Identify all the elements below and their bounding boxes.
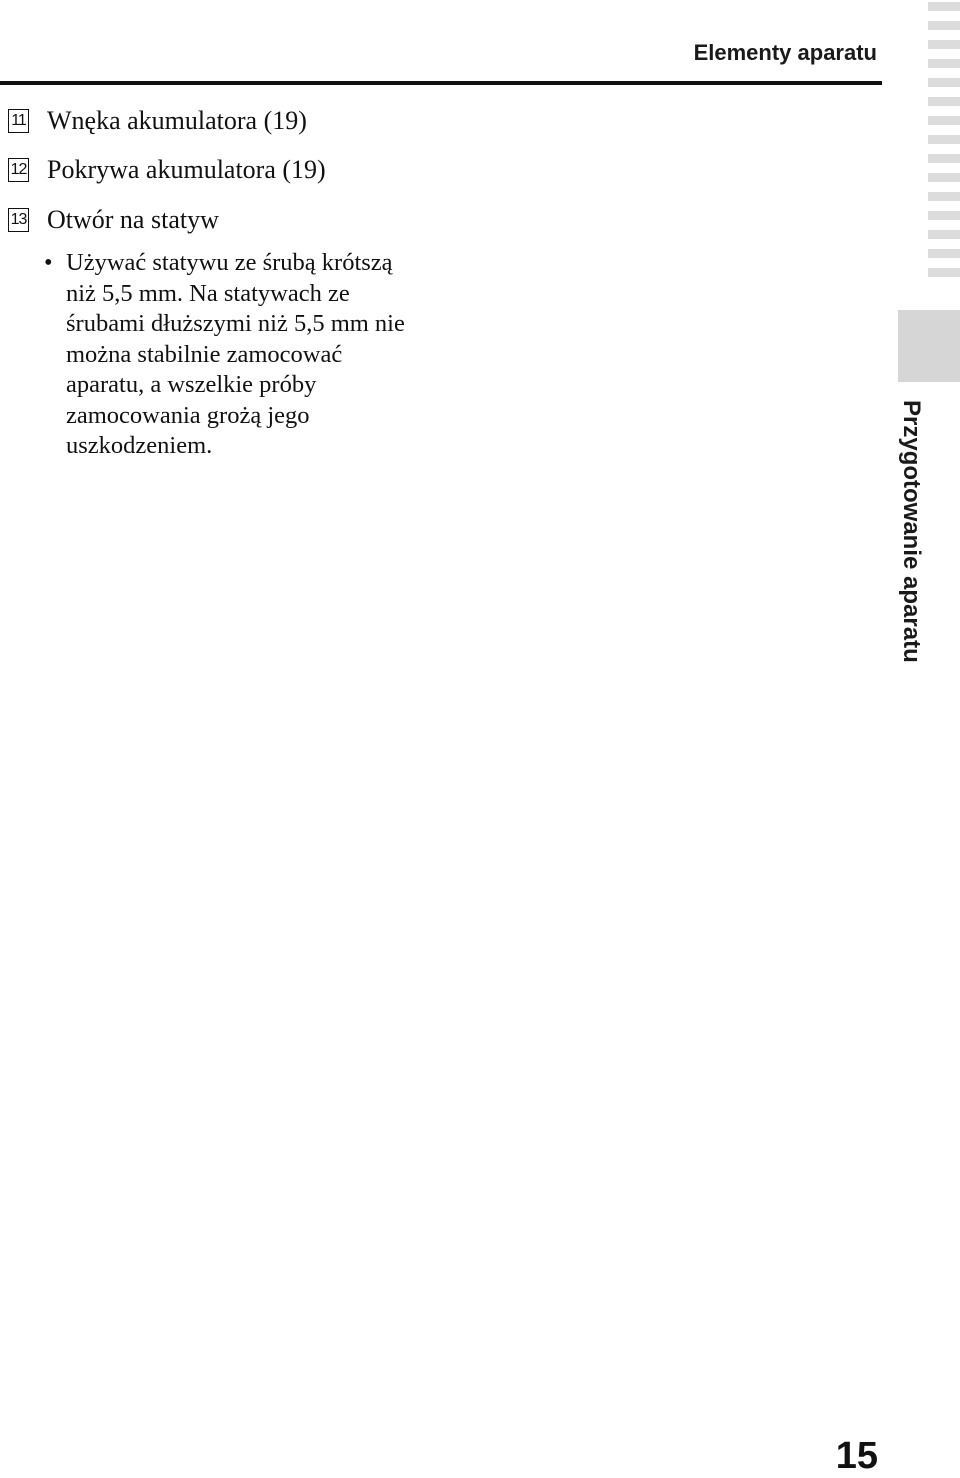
tab-stripe bbox=[928, 173, 960, 182]
page-number: 15 bbox=[835, 1435, 878, 1477]
tab-stripe bbox=[928, 78, 960, 87]
tab-stripe bbox=[928, 2, 960, 11]
tab-stripe bbox=[928, 59, 960, 68]
item-number-badge: 11 bbox=[8, 109, 29, 133]
item-text: Pokrywa akumulatora (19) bbox=[47, 155, 326, 185]
note-text: Używać statywu ze śrubą krótszą niż 5,5 mm. Na statywach ze śrubami dłuższymi niż 5,5 mm nie można stabilnie zamocować aparatu, a wszelkie próby zamocowania grożą jego uszkodzeniem. bbox=[66, 249, 405, 459]
tab-stripe bbox=[928, 154, 960, 163]
tab-stripe bbox=[928, 211, 960, 220]
item-number-badge: 12 bbox=[8, 158, 29, 182]
list-item bbox=[8, 195, 868, 245]
tab-stripe bbox=[928, 230, 960, 239]
item-text: Otwór na statyw bbox=[47, 204, 219, 234]
tab-stripe bbox=[928, 135, 960, 144]
tab-stripe bbox=[928, 116, 960, 125]
section-side-label: Przygotowanie aparatu bbox=[898, 400, 925, 663]
list-item bbox=[8, 96, 868, 146]
tab-stripe bbox=[928, 21, 960, 30]
tab-stripe bbox=[928, 192, 960, 201]
list-item bbox=[8, 146, 868, 196]
section-tab-stripes bbox=[928, 0, 960, 277]
header-rule bbox=[0, 81, 882, 85]
parts-list bbox=[8, 96, 868, 245]
tab-stripe bbox=[928, 268, 960, 277]
tripod-note bbox=[44, 248, 424, 462]
item-number-badge: 13 bbox=[8, 208, 29, 232]
active-section-tab bbox=[898, 310, 960, 382]
item-text: Wnęka akumulatora (19) bbox=[47, 105, 307, 135]
tab-stripe bbox=[928, 40, 960, 49]
page-header-title: Elementy aparatu bbox=[693, 40, 877, 65]
tab-stripe bbox=[928, 249, 960, 258]
bullet-icon: • bbox=[44, 249, 53, 276]
tab-stripe bbox=[928, 97, 960, 106]
